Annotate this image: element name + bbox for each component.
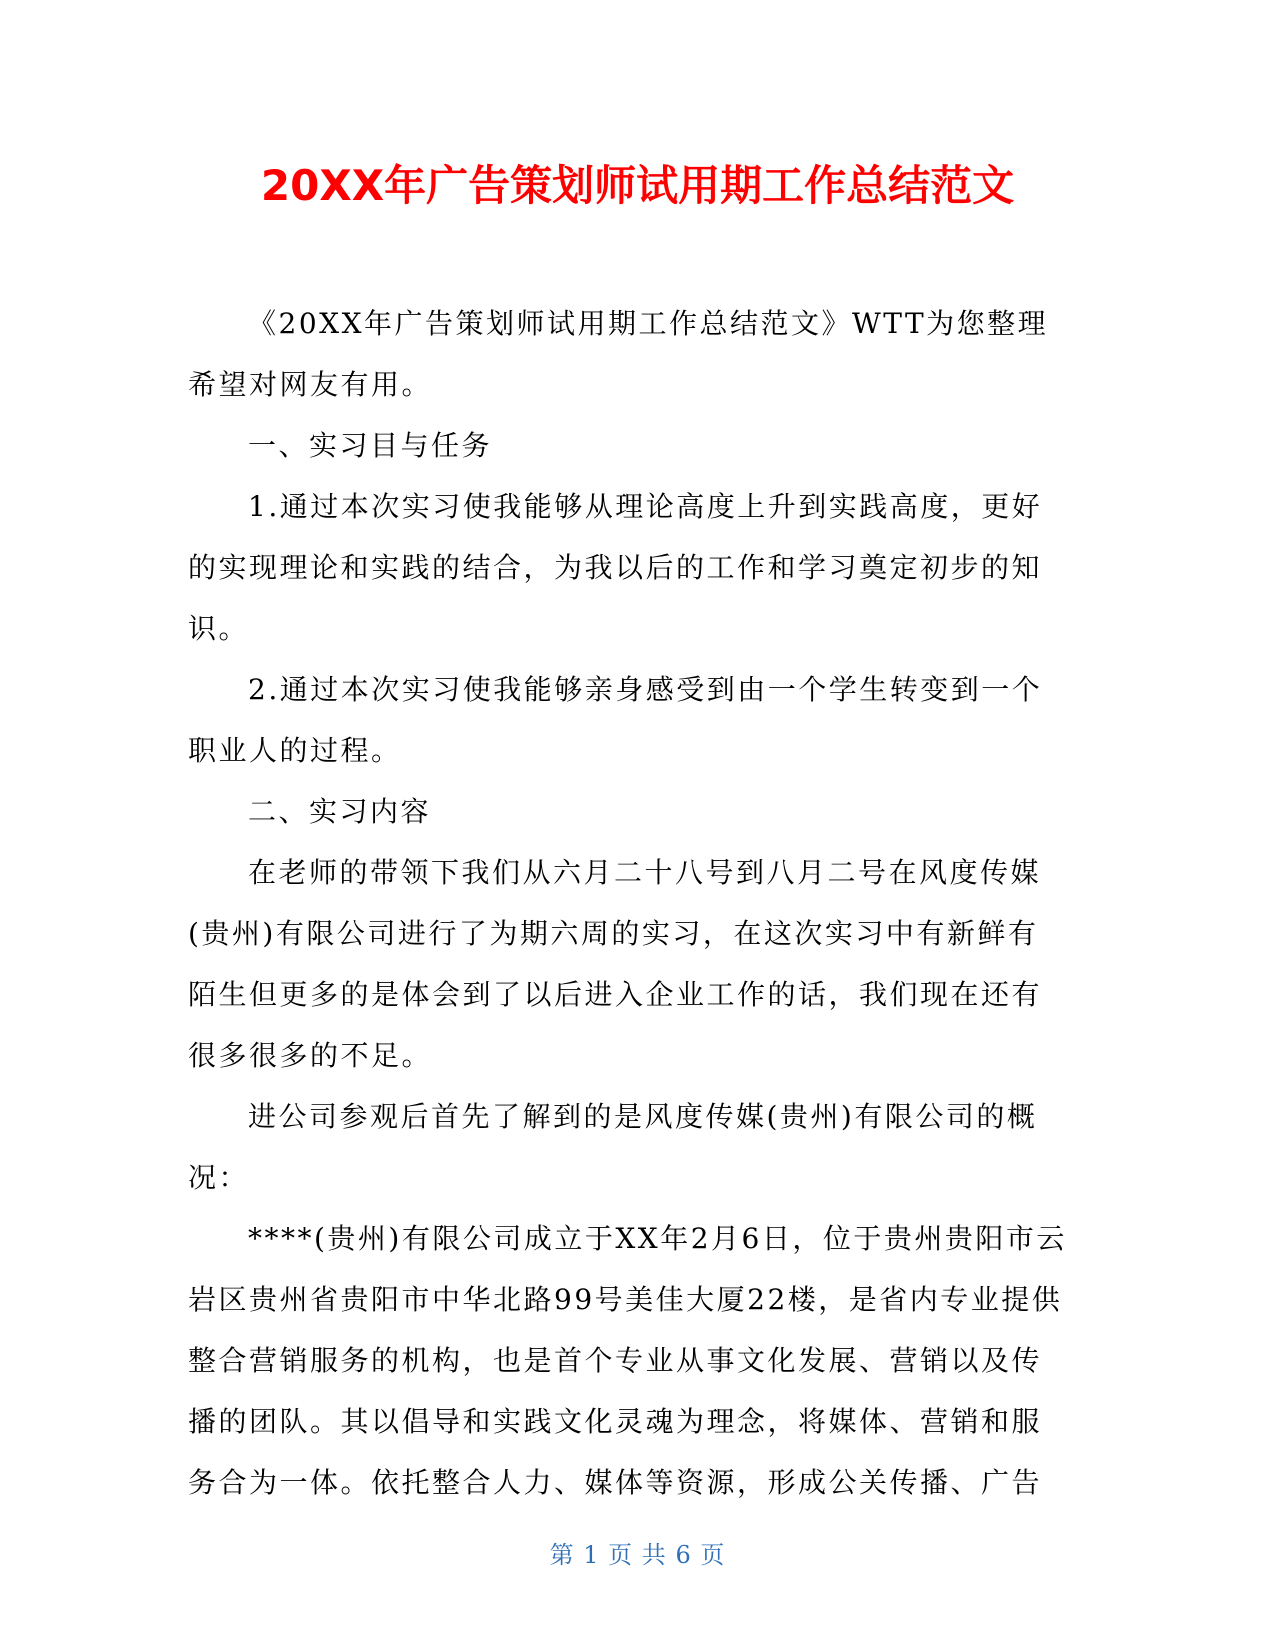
- section-heading-1: 一、实习目与任务: [248, 429, 493, 462]
- paragraph-intro: 《20XX年广告策划师试用期工作总结范文》WTT为您整理希望对网友有用。: [188, 307, 1049, 401]
- document-body: [188, 293, 1068, 1513]
- section-heading-2: 二、实习内容: [248, 795, 432, 828]
- paragraph-item-1: 1.通过本次实习使我能够从理论高度上升到实践高度，更好的实现理论和实践的结合，为我以后的工作和学习奠定初步的知识。: [188, 490, 1043, 645]
- paragraph-item-2: 2.通过本次实习使我能够亲身感受到由一个学生转变到一个职业人的过程。: [188, 673, 1043, 767]
- page-footer: [0, 1540, 1275, 1570]
- paragraph-content-2: 进公司参观后首先了解到的是风度传媒(贵州)有限公司的概况：: [188, 1100, 1038, 1194]
- paragraph-content-1: 在老师的带领下我们从六月二十八号到八月二号在风度传媒(贵州)有限公司进行了为期六周的实习，在这次实习中有新鲜有陌生但更多的是体会到了以后进入企业工作的话，我们现在还有很多很多的不足。: [188, 856, 1043, 1072]
- paragraph-content-3: ****(贵州)有限公司成立于XX年2月6日，位于贵州贵阳市云岩区贵州省贵阳市中华北路99号美佳大厦22楼，是省内专业提供整合营销服务的机构，也是首个专业从事文化发展、营销以及传播的团队。其以倡导和实践文化灵魂为理念，将媒体、营销和服务合为一体。依托整合人力、媒体等资源，形成公关传播、广告: [188, 1222, 1067, 1499]
- document-title: 20XX年广告策划师试用期工作总结范文: [260, 161, 1015, 210]
- page-number-label: 第 1 页 共 6 页: [549, 1541, 726, 1569]
